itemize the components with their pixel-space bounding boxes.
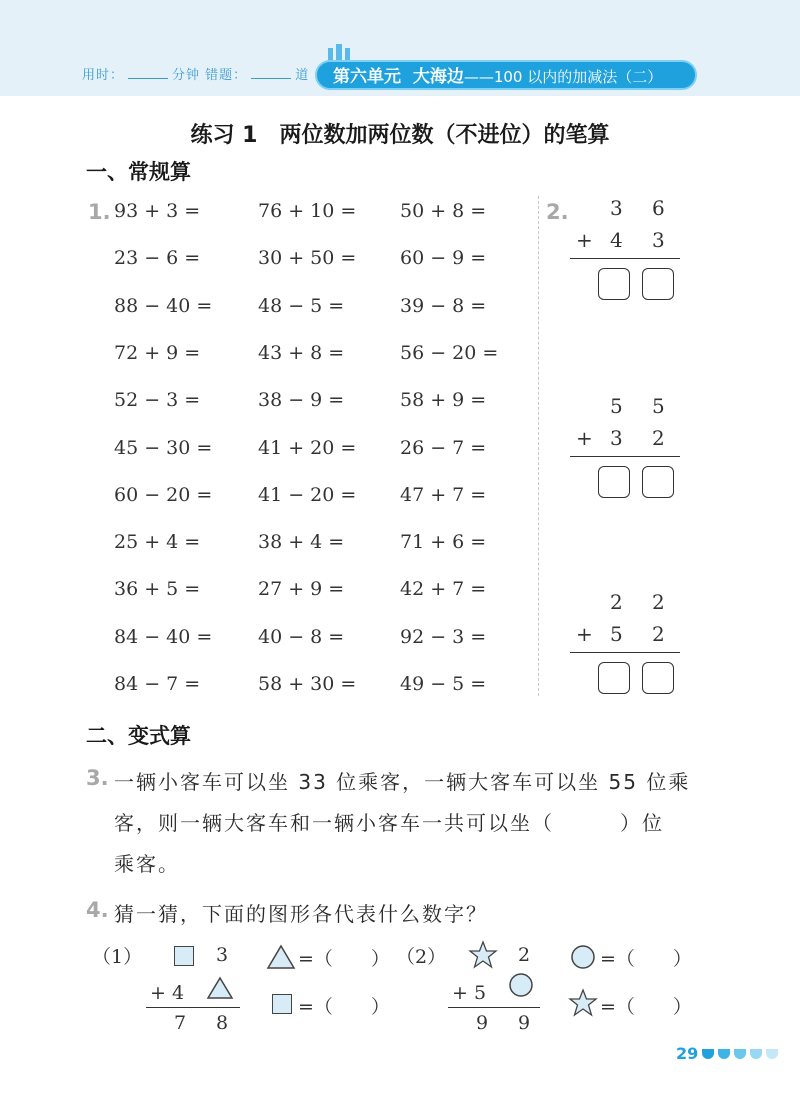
vertical-digit: 2 [652, 426, 665, 450]
calc-item: 43 + 8 = [258, 341, 345, 364]
q4-star-answer[interactable]: =（ ） [600, 996, 692, 1018]
q4-circle-answer[interactable]: =（ ） [600, 948, 692, 970]
q4-p1-result-tens: 7 [174, 1012, 187, 1034]
page-dot [750, 1049, 762, 1059]
answer-box[interactable] [598, 268, 630, 300]
q4-p2-result-ones: 9 [518, 1012, 531, 1034]
vertical-operator: + [576, 426, 593, 450]
q4-p1-addend: + 4 [150, 982, 185, 1004]
page-dot [766, 1049, 778, 1059]
q4-p2-rule [448, 1007, 540, 1008]
calc-item: 27 + 9 = [258, 578, 345, 601]
vertical-digit: 3 [652, 228, 665, 252]
q4-text: 猜一猜，下面的图形各代表什么数字？ [114, 902, 488, 926]
calc-item: 49 − 5 = [400, 673, 487, 695]
vertical-operator: + [576, 228, 593, 252]
vertical-digit: 2 [652, 622, 665, 646]
answer-box[interactable] [598, 662, 630, 694]
calc-item: 58 + 30 = [258, 673, 357, 695]
page-dot [734, 1049, 746, 1059]
vertical-rule [570, 258, 680, 259]
divider [538, 196, 539, 696]
vertical-operator: + [576, 622, 593, 646]
calc-item: 41 + 20 = [258, 436, 357, 459]
count-unit: 道 [295, 68, 310, 83]
q4-p1-result-ones: 8 [216, 1012, 229, 1034]
q4-p1-top-digit: 3 [216, 944, 229, 966]
calc-item: 71 + 6 = [400, 531, 487, 554]
time-blank[interactable] [128, 78, 168, 79]
calc-item: 26 − 7 = [400, 436, 487, 459]
vertical-digit: 2 [652, 590, 665, 614]
question-number-1: 1. [88, 200, 111, 224]
calc-item: 36 + 5 = [114, 578, 201, 601]
unit-subtitle: ——100 以内的加减法（二） [463, 68, 663, 86]
section-heading-routine: 一、常规算 [86, 160, 191, 184]
q3-text-line1: 一辆小客车可以坐 33 位乘客，一辆大客车可以坐 55 位乘 [114, 770, 691, 794]
q4-p2-top-digit: 2 [518, 944, 531, 966]
question-number-3: 3. [86, 766, 109, 790]
calc-item: 45 − 30 = [114, 436, 213, 459]
q4-triangle-answer[interactable]: =（ ） [298, 948, 390, 970]
q4-square-answer[interactable]: =（ ） [298, 996, 390, 1018]
page-dot [702, 1049, 714, 1059]
calc-item: 56 − 20 = [400, 341, 499, 364]
circle-icon [570, 944, 596, 970]
calc-item: 60 − 9 = [400, 247, 487, 270]
errors-blank[interactable] [251, 78, 291, 79]
calc-item: 60 − 20 = [114, 483, 213, 506]
vertical-digit: 4 [610, 228, 623, 252]
vertical-digit: 3 [610, 196, 623, 220]
vertical-rule [570, 456, 680, 457]
unit-topic: 大海边 [412, 67, 464, 87]
q4-p2-result-tens: 9 [476, 1012, 489, 1034]
q4-part2-label: （2） [396, 946, 447, 968]
question-number-2: 2. [546, 200, 569, 224]
q3-text-line3: 乘客。 [114, 852, 180, 876]
vertical-digit: 5 [652, 394, 665, 418]
errors-label: 错题： [205, 68, 248, 83]
calc-item: 52 − 3 = [114, 389, 201, 412]
section-heading-variant: 二、变式算 [86, 724, 191, 748]
page-dot [718, 1049, 730, 1059]
unit-label: 第六单元 [333, 67, 401, 87]
vertical-digit: 2 [610, 590, 623, 614]
time-label: 用时： [82, 68, 125, 83]
calc-item: 84 − 40 = [114, 625, 213, 648]
answer-box[interactable] [642, 662, 674, 694]
minute-label: 分钟 [172, 68, 201, 83]
star-icon [568, 988, 598, 1018]
calc-item: 76 + 10 = [258, 200, 357, 222]
calc-item: 23 − 6 = [114, 247, 201, 270]
calc-item: 48 − 5 = [258, 294, 345, 317]
calc-item: 38 + 4 = [258, 531, 345, 554]
calc-item: 41 − 20 = [258, 483, 357, 506]
square-icon [174, 946, 194, 966]
calc-item: 30 + 50 = [258, 247, 357, 270]
calc-item: 47 + 7 = [400, 483, 487, 506]
calc-item: 93 + 3 = [114, 200, 201, 222]
vertical-digit: 5 [610, 394, 623, 418]
q4-part1-label: （1） [92, 946, 143, 968]
calc-item: 25 + 4 = [114, 531, 201, 554]
vertical-digit: 3 [610, 426, 623, 450]
calc-item: 50 + 8 = [400, 200, 487, 222]
q4-p2-addend: + 5 [452, 982, 487, 1004]
calc-item: 39 − 8 = [400, 294, 487, 317]
answer-box[interactable] [642, 268, 674, 300]
vertical-rule [570, 652, 680, 653]
star-icon [468, 940, 498, 970]
calc-item: 72 + 9 = [114, 341, 201, 364]
castle-icon [324, 42, 354, 62]
triangle-icon [206, 976, 234, 1000]
question-number-4: 4. [86, 898, 109, 922]
triangle-icon [266, 944, 296, 970]
calc-item: 92 − 3 = [400, 625, 487, 648]
q4-p1-rule [146, 1007, 240, 1008]
calc-item: 58 + 9 = [400, 389, 487, 412]
calc-item: 84 − 7 = [114, 673, 201, 695]
calc-item: 88 − 40 = [114, 294, 213, 317]
answer-box[interactable] [642, 466, 674, 498]
timing-line [82, 64, 309, 83]
vertical-digit: 5 [610, 622, 623, 646]
calc-item: 38 − 9 = [258, 389, 345, 412]
calc-item: 40 − 8 = [258, 625, 345, 648]
vertical-digit: 6 [652, 196, 665, 220]
q3-text-line2: 客，则一辆大客车和一辆小客车一共可以坐（ ）位 [114, 811, 664, 835]
answer-box[interactable] [598, 466, 630, 498]
calc-item: 42 + 7 = [400, 578, 487, 601]
circle-icon [508, 972, 534, 998]
page-title: 练习 1 两位数加两位数（不进位）的笔算 [190, 123, 610, 148]
square-icon [272, 994, 292, 1014]
page-number: 29 [676, 1044, 699, 1063]
unit-banner [315, 60, 697, 90]
